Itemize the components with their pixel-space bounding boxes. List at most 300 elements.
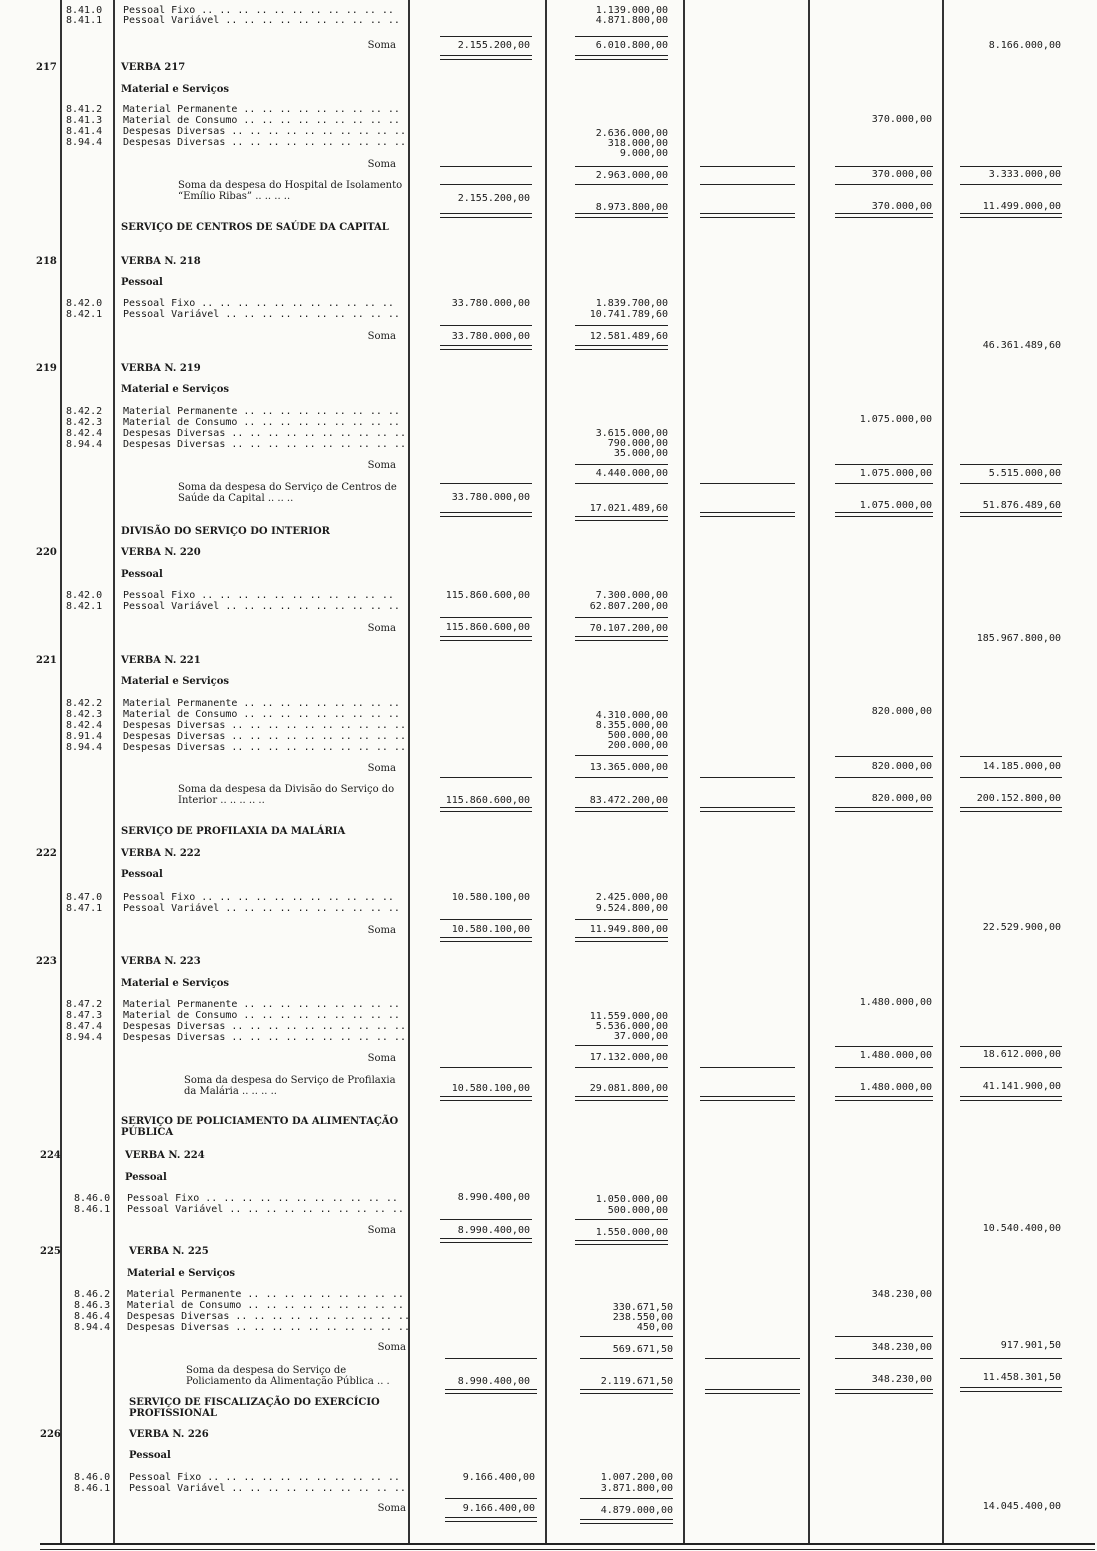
rule: [575, 755, 668, 756]
subtotal-value: 2.119.671,50: [600, 1376, 673, 1387]
rule: [440, 1067, 532, 1068]
item-desc: Material Permanente .. .. .. .. .. .. .. .. ..: [123, 104, 400, 115]
double-rule: [960, 1387, 1062, 1392]
subtotal-value: 17.021.489,60: [589, 503, 668, 514]
rule: [960, 777, 1062, 778]
item-code: 8.91.4: [66, 731, 103, 742]
double-rule: [445, 1389, 537, 1394]
rule: [960, 1046, 1062, 1047]
item-code: 8.46.3: [74, 1300, 111, 1311]
item-code: 8.42.1: [66, 309, 103, 320]
soma-value: 4.440.000,00: [595, 468, 668, 479]
double-rule: [440, 345, 532, 350]
item-desc: Pessoal Fixo .. .. .. .. .. .. .. .. .. .. ..: [123, 5, 394, 16]
rule: [440, 36, 532, 37]
item-code: 8.41.4: [66, 126, 103, 137]
item-value: 115.860.600,00: [445, 590, 530, 601]
rule: [700, 1067, 795, 1068]
item-code: 8.47.3: [66, 1010, 103, 1021]
item-desc: Pessoal Variável .. .. .. .. .. .. .. .. .. ..: [123, 15, 400, 26]
service-heading: SERVIÇO DE POLICIAMENTO DA ALIMENTAÇÃO PÚBLICA: [121, 1116, 399, 1138]
rule: [445, 1498, 537, 1499]
subtotal-total: 11.499.000,00: [982, 201, 1061, 212]
item-value: 790.000,00: [607, 438, 668, 449]
soma-value: 370.000,00: [871, 169, 932, 180]
section-label: Pessoal: [121, 869, 163, 880]
item-desc: Despesas Diversas .. .. .. .. .. .. .. .. .. ..: [123, 742, 406, 753]
double-rule: [575, 1240, 668, 1245]
subtotal-value: 1.075.000,00: [859, 500, 932, 511]
double-rule: [705, 1389, 800, 1394]
double-rule: [575, 55, 668, 60]
soma-total: 14.045.400,00: [982, 1501, 1061, 1512]
subtotal-label: Soma da despesa da Divisão do Serviço do Interior .. .. .. .. ..: [178, 784, 395, 806]
verba-number: 221: [36, 655, 57, 666]
subtotal-value: 1.480.000,00: [859, 1082, 932, 1093]
item-desc: Despesas Diversas .. .. .. .. .. .. .. .. .. ..: [123, 439, 406, 450]
verba-number: 220: [36, 547, 57, 558]
subtotal-value: 115.860.600,00: [445, 795, 530, 806]
item-value: 500.000,00: [607, 730, 668, 741]
verba-heading: VERBA N. 224: [125, 1150, 205, 1161]
subtotal-total: 51.876.489,60: [982, 500, 1061, 511]
item-value: 4.310.000,00: [595, 710, 668, 721]
rule: [580, 1358, 673, 1359]
item-desc: Despesas Diversas .. .. .. .. .. .. .. .. .. ..: [123, 428, 406, 439]
item-value: 450,00: [636, 1322, 673, 1333]
section-label: Pessoal: [121, 277, 163, 288]
item-code: 8.47.0: [66, 892, 103, 903]
verba-number: 222: [36, 848, 57, 859]
soma-value: 348.230,00: [871, 1342, 932, 1353]
item-value: 1.075.000,00: [859, 414, 932, 425]
soma-total: 46.361.489,60: [982, 340, 1061, 351]
rule: [575, 325, 668, 326]
subtotal-label: Soma da despesa do Serviço de Centros de Saúde da Capital .. .. ..: [178, 482, 397, 504]
subtotal-total: 41.141.900,00: [982, 1081, 1061, 1092]
item-desc: Pessoal Fixo .. .. .. .. .. .. .. .. .. .. ..: [127, 1193, 398, 1204]
item-value: 9.166.400,00: [462, 1472, 535, 1483]
item-code: 8.47.1: [66, 903, 103, 914]
double-rule: [700, 1096, 795, 1101]
item-value: 1.007.200,00: [600, 1472, 673, 1483]
subtotal-total: 11.458.301,50: [982, 1372, 1061, 1383]
section-label: Material e Serviços: [127, 1268, 236, 1279]
item-code: 8.42.4: [66, 428, 103, 439]
item-desc: Pessoal Fixo .. .. .. .. .. .. .. .. .. .. ..: [123, 298, 394, 309]
verba-heading: VERBA N. 226: [129, 1429, 209, 1440]
soma-value: 569.671,50: [612, 1344, 673, 1355]
rule: [700, 777, 795, 778]
item-code: 8.94.4: [66, 742, 103, 753]
column-rule: [60, 0, 62, 1545]
rule: [960, 756, 1062, 757]
item-value: 820.000,00: [871, 706, 932, 717]
double-rule: [440, 636, 532, 641]
subtotal-label: Soma da despesa do Serviço de Policiamento da Alimentação Pública .. .: [186, 1365, 390, 1387]
double-rule: [835, 1389, 933, 1394]
item-value: 1.050.000,00: [595, 1194, 668, 1205]
item-desc: Pessoal Variável .. .. .. .. .. .. .. .. .. ..: [127, 1204, 404, 1215]
section-label: Pessoal: [129, 1450, 171, 1461]
verba-number: 218: [36, 256, 57, 267]
item-code: 8.42.3: [66, 417, 103, 428]
rule: [575, 1067, 668, 1068]
item-code: 8.41.2: [66, 104, 103, 115]
soma-label: Soma: [367, 763, 396, 774]
item-desc: Despesas Diversas .. .. .. .. .. .. .. .. .. ..: [123, 126, 406, 137]
soma-label: Soma: [367, 159, 396, 170]
rule: [700, 166, 795, 167]
item-value: 238.550,00: [612, 1312, 673, 1323]
double-rule: [960, 213, 1062, 218]
rule: [835, 756, 933, 757]
item-desc: Pessoal Variável .. .. .. .. .. .. .. .. .. ..: [129, 1483, 406, 1494]
item-value: 200.000,00: [607, 740, 668, 751]
soma-label: Soma: [367, 1053, 396, 1064]
double-rule: [580, 1519, 673, 1524]
double-rule: [960, 1096, 1062, 1101]
verba-number: 224: [40, 1150, 61, 1161]
double-rule: [440, 937, 532, 942]
verba-heading: VERBA N. 222: [121, 848, 201, 859]
soma-total: 22.529.900,00: [982, 922, 1061, 933]
item-value: 2.636.000,00: [595, 128, 668, 139]
service-heading: SERVIÇO DE PROFILAXIA DA MALÁRIA: [121, 826, 346, 837]
double-rule: [700, 213, 795, 218]
soma-value: 8.990.400,00: [457, 1225, 530, 1236]
soma-value: 13.365.000,00: [589, 762, 668, 773]
subtotal-label: Soma da despesa do Hospital de Isolamento “Emílio Ribas” .. .. .. ..: [178, 180, 403, 202]
double-rule: [445, 1517, 537, 1522]
rule: [705, 1358, 800, 1359]
soma-value: 17.132.000,00: [589, 1052, 668, 1063]
double-rule: [835, 807, 933, 812]
item-value: 1.839.700,00: [595, 298, 668, 309]
item-code: 8.42.4: [66, 720, 103, 731]
rule: [960, 166, 1062, 167]
item-code: 8.94.4: [66, 439, 103, 450]
subtotal-value: 8.990.400,00: [457, 1376, 530, 1387]
rule: [835, 166, 933, 167]
double-rule: [700, 807, 795, 812]
soma-label: Soma: [367, 1225, 396, 1236]
item-desc: Despesas Diversas .. .. .. .. .. .. .. .. .. ..: [127, 1311, 410, 1322]
soma-label: Soma: [367, 331, 396, 342]
service-heading: SERVIÇO DE CENTROS DE SAÚDE DA CAPITAL: [121, 222, 389, 233]
subtotal-value: 8.973.800,00: [595, 202, 668, 213]
item-value: 500.000,00: [607, 1205, 668, 1216]
double-rule: [575, 807, 668, 812]
double-rule: [440, 55, 532, 60]
soma-value: 2.963.000,00: [595, 170, 668, 181]
verba-heading: VERBA N. 221: [121, 655, 201, 666]
subtotal-total: 200.152.800,00: [976, 793, 1061, 804]
soma-label: Soma: [367, 40, 396, 51]
item-code: 8.41.0: [66, 5, 103, 16]
item-code: 8.42.2: [66, 698, 103, 709]
soma-value: 33.780.000,00: [451, 331, 530, 342]
soma-total: 3.333.000,00: [988, 169, 1061, 180]
item-code: 8.47.2: [66, 999, 103, 1010]
rule: [960, 1067, 1062, 1068]
section-label: Material e Serviços: [121, 384, 230, 395]
rule: [575, 617, 668, 618]
double-rule: [835, 1096, 933, 1101]
rule: [960, 184, 1062, 185]
soma-label: Soma: [367, 623, 396, 634]
verba-heading: VERBA N. 220: [121, 547, 201, 558]
item-desc: Despesas Diversas .. .. .. .. .. .. .. .. .. ..: [123, 731, 406, 742]
column-rule: [942, 0, 944, 1545]
item-desc: Material de Consumo .. .. .. .. .. .. .. .. ..: [123, 709, 400, 720]
double-rule: [835, 512, 933, 517]
soma-label: Soma: [367, 925, 396, 936]
soma-total: 917.901,50: [1000, 1340, 1061, 1351]
item-code: 8.42.1: [66, 601, 103, 612]
item-code: 8.42.0: [66, 298, 103, 309]
double-rule: [960, 512, 1062, 517]
item-code: 8.42.3: [66, 709, 103, 720]
double-rule: [575, 937, 668, 942]
rule: [440, 166, 532, 167]
item-desc: Pessoal Fixo .. .. .. .. .. .. .. .. .. .. ..: [129, 1472, 400, 1483]
subtotal-value: 348.230,00: [871, 1374, 932, 1385]
double-rule: [575, 1096, 668, 1101]
soma-value: 1.075.000,00: [859, 468, 932, 479]
bottom-rule: [40, 1543, 1095, 1550]
rule: [575, 919, 668, 920]
item-code: 8.41.3: [66, 115, 103, 126]
soma-value: 10.580.100,00: [451, 924, 530, 935]
item-value: 11.559.000,00: [589, 1011, 668, 1022]
service-heading: SERVIÇO DE FISCALIZAÇÃO DO EXERCÍCIO PROFISSIONAL: [129, 1397, 380, 1419]
rule: [835, 1067, 933, 1068]
soma-value: 2.155.200,00: [457, 40, 530, 51]
rule: [700, 483, 795, 484]
rule: [580, 1336, 673, 1337]
soma-total: 10.540.400,00: [982, 1223, 1061, 1234]
item-desc: Despesas Diversas .. .. .. .. .. .. .. .. .. ..: [123, 1021, 406, 1032]
double-rule: [575, 516, 668, 521]
item-code: 8.46.1: [74, 1204, 111, 1215]
item-value: 2.425.000,00: [595, 892, 668, 903]
rule: [580, 1498, 673, 1499]
verba-heading: VERBA N. 223: [121, 956, 201, 967]
item-value: 3.871.800,00: [600, 1483, 673, 1494]
double-rule: [575, 213, 668, 218]
verba-number: 223: [36, 956, 57, 967]
subtotal-value: 820.000,00: [871, 793, 932, 804]
item-desc: Material Permanente .. .. .. .. .. .. .. .. ..: [123, 999, 400, 1010]
rule: [440, 1219, 532, 1220]
item-code: 8.94.4: [66, 1032, 103, 1043]
rule: [835, 464, 933, 465]
item-desc: Despesas Diversas .. .. .. .. .. .. .. .. .. ..: [123, 137, 406, 148]
verba-number: 217: [36, 62, 57, 73]
soma-label: Soma: [377, 1342, 406, 1353]
rule: [440, 617, 532, 618]
section-label: Material e Serviços: [121, 978, 230, 989]
item-value: 1.480.000,00: [859, 997, 932, 1008]
double-rule: [575, 636, 668, 641]
section-label: Material e Serviços: [121, 676, 230, 687]
item-desc: Pessoal Variável .. .. .. .. .. .. .. .. .. ..: [123, 601, 400, 612]
rule: [440, 483, 532, 484]
verba-heading: VERBA 217: [121, 62, 186, 73]
item-value: 7.300.000,00: [595, 590, 668, 601]
item-code: 8.46.1: [74, 1483, 111, 1494]
double-rule: [835, 213, 933, 218]
item-value: 9.000,00: [619, 148, 668, 159]
item-code: 8.94.4: [66, 137, 103, 148]
rule: [575, 777, 668, 778]
item-code: 8.42.0: [66, 590, 103, 601]
soma-total: 185.967.800,00: [976, 633, 1061, 644]
item-desc: Material Permanente .. .. .. .. .. .. .. .. ..: [123, 406, 400, 417]
item-value: 330.671,50: [612, 1302, 673, 1313]
item-desc: Material de Consumo .. .. .. .. .. .. .. .. ..: [127, 1300, 404, 1311]
soma-total: 5.515.000,00: [988, 468, 1061, 479]
subtotal-value: 33.780.000,00: [451, 492, 530, 503]
item-value: 10.580.100,00: [451, 892, 530, 903]
item-value: 318.000,00: [607, 138, 668, 149]
item-value: 9.524.800,00: [595, 903, 668, 914]
item-value: 10.741.789,60: [589, 309, 668, 320]
item-value: 37.000,00: [613, 1031, 668, 1042]
soma-total: 8.166.000,00: [988, 40, 1061, 51]
item-value: 348.230,00: [871, 1289, 932, 1300]
double-rule: [440, 512, 532, 517]
verba-heading: VERBA N. 218: [121, 256, 201, 267]
item-desc: Pessoal Variável .. .. .. .. .. .. .. .. .. ..: [123, 309, 400, 320]
item-desc: Material Permanente .. .. .. .. .. .. .. .. ..: [127, 1289, 404, 1300]
item-desc: Pessoal Fixo .. .. .. .. .. .. .. .. .. .. ..: [123, 590, 394, 601]
item-desc: Material Permanente .. .. .. .. .. .. .. .. ..: [123, 698, 400, 709]
verba-heading: VERBA N. 219: [121, 363, 201, 374]
item-code: 8.42.2: [66, 406, 103, 417]
rule: [960, 483, 1062, 484]
soma-value: 12.581.489,60: [589, 331, 668, 342]
soma-value: 70.107.200,00: [589, 623, 668, 634]
item-value: 370.000,00: [871, 114, 932, 125]
rule: [575, 464, 668, 465]
section-label: Material e Serviços: [121, 84, 230, 95]
rule: [440, 777, 532, 778]
soma-value: 9.166.400,00: [462, 1503, 535, 1514]
soma-value: 1.480.000,00: [859, 1050, 932, 1061]
soma-label: Soma: [377, 1503, 406, 1514]
subtotal-value: 29.081.800,00: [589, 1083, 668, 1094]
item-desc: Despesas Diversas .. .. .. .. .. .. .. .. .. ..: [127, 1322, 410, 1333]
soma-label: Soma: [367, 460, 396, 471]
service-heading: DIVISÃO DO SERVIÇO DO INTERIOR: [121, 526, 330, 537]
double-rule: [580, 1389, 673, 1394]
section-label: Pessoal: [121, 569, 163, 580]
rule: [575, 1045, 668, 1046]
double-rule: [440, 1096, 532, 1101]
item-value: 62.807.200,00: [589, 601, 668, 612]
item-code: 8.46.4: [74, 1311, 111, 1322]
column-rule: [683, 0, 685, 1545]
item-desc: Despesas Diversas .. .. .. .. .. .. .. .. .. ..: [123, 1032, 406, 1043]
subtotal-value: 10.580.100,00: [451, 1083, 530, 1094]
item-desc: Material de Consumo .. .. .. .. .. .. .. .. ..: [123, 417, 400, 428]
subtotal-value: 83.472.200,00: [589, 795, 668, 806]
item-code: 8.94.4: [74, 1322, 111, 1333]
subtotal-label: Soma da despesa do Serviço de Profilaxia da Malária .. .. .. ..: [184, 1075, 396, 1097]
double-rule: [575, 345, 668, 350]
rule: [835, 1336, 933, 1337]
item-desc: Material de Consumo .. .. .. .. .. .. .. .. ..: [123, 115, 400, 126]
rule: [440, 184, 532, 185]
item-code: 8.46.2: [74, 1289, 111, 1300]
rule: [575, 1219, 668, 1220]
verba-number: 219: [36, 363, 57, 374]
item-value: 4.871.800,00: [595, 15, 668, 26]
subtotal-value: 370.000,00: [871, 201, 932, 212]
soma-total: 14.185.000,00: [982, 761, 1061, 772]
item-desc: Material de Consumo .. .. .. .. .. .. .. .. ..: [123, 1010, 400, 1021]
soma-value: 6.010.800,00: [595, 40, 668, 51]
item-value: 1.139.000,00: [595, 5, 668, 16]
rule: [440, 325, 532, 326]
rule: [835, 483, 933, 484]
rule: [960, 1358, 1062, 1359]
soma-total: 18.612.000,00: [982, 1049, 1061, 1060]
item-value: 5.536.000,00: [595, 1021, 668, 1032]
section-label: Pessoal: [125, 1172, 167, 1183]
item-code: 8.46.0: [74, 1472, 111, 1483]
rule: [575, 184, 668, 185]
item-code: 8.47.4: [66, 1021, 103, 1032]
verba-number: 225: [40, 1246, 61, 1257]
rule: [445, 1358, 537, 1359]
soma-value: 4.879.000,00: [600, 1505, 673, 1516]
double-rule: [440, 1238, 532, 1243]
double-rule: [440, 807, 532, 812]
rule: [835, 777, 933, 778]
subtotal-value: 2.155.200,00: [457, 193, 530, 204]
column-rule: [545, 0, 547, 1545]
item-value: 8.990.400,00: [457, 1192, 530, 1203]
soma-value: 115.860.600,00: [445, 622, 530, 633]
item-code: 8.41.1: [66, 15, 103, 26]
rule: [575, 166, 668, 167]
double-rule: [700, 512, 795, 517]
soma-value: 1.550.000,00: [595, 1227, 668, 1238]
item-value: 3.615.000,00: [595, 428, 668, 439]
column-rule: [808, 0, 810, 1545]
item-desc: Despesas Diversas .. .. .. .. .. .. .. .. .. ..: [123, 720, 406, 731]
rule: [700, 184, 795, 185]
item-desc: Pessoal Variável .. .. .. .. .. .. .. .. .. ..: [123, 903, 400, 914]
rule: [835, 1358, 933, 1359]
rule: [440, 919, 532, 920]
item-value: 33.780.000,00: [451, 298, 530, 309]
rule: [835, 184, 933, 185]
soma-value: 820.000,00: [871, 761, 932, 772]
rule: [575, 36, 668, 37]
rule: [575, 483, 668, 484]
double-rule: [960, 807, 1062, 812]
verba-number: 226: [40, 1429, 61, 1440]
rule: [960, 464, 1062, 465]
verba-heading: VERBA N. 225: [129, 1246, 209, 1257]
item-code: 8.46.0: [74, 1193, 111, 1204]
double-rule: [440, 213, 532, 218]
item-desc: Pessoal Fixo .. .. .. .. .. .. .. .. .. .. ..: [123, 892, 394, 903]
